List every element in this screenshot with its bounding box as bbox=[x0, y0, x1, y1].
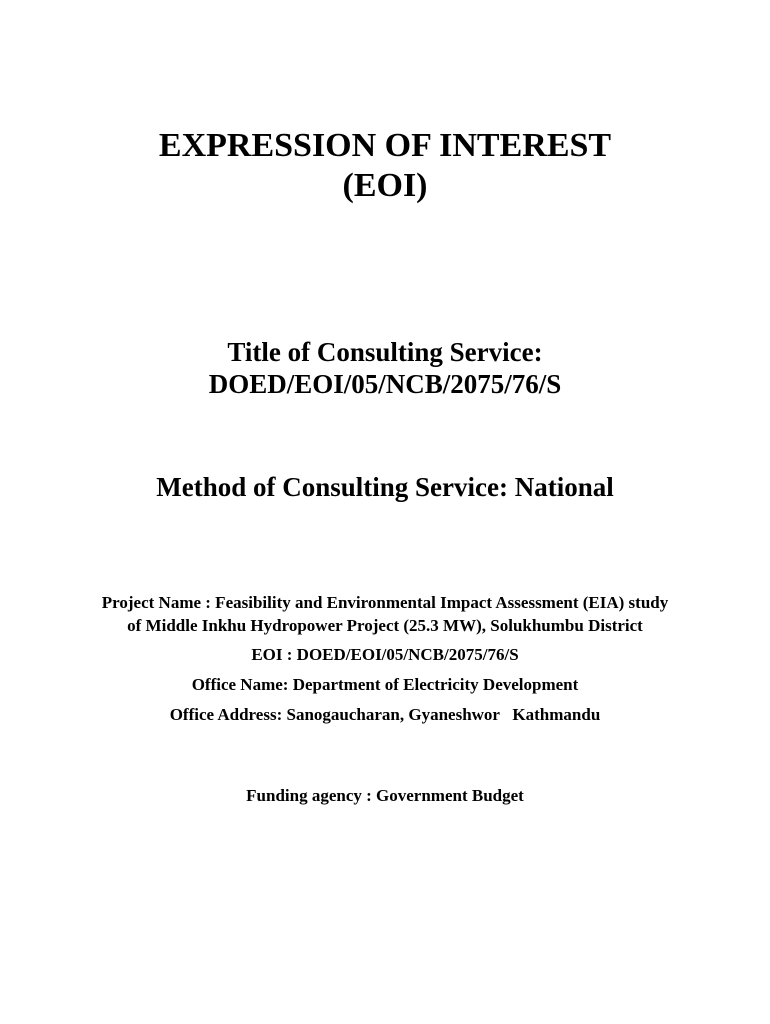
service-title-reference: DOED/EOI/05/NCB/2075/76/S bbox=[208, 369, 562, 399]
office-name: Office Name: Department of Electricity Development bbox=[191, 675, 579, 694]
project-name-line1: Project Name : Feasibility and Environmental Impact Assessment (EIA) study bbox=[101, 593, 669, 612]
project-name-line2: of Middle Inkhu Hydropower Project (25.3 MW), Solukhumbu District bbox=[127, 616, 643, 635]
document-title-line1: EXPRESSION OF INTEREST bbox=[158, 127, 612, 164]
eoi-reference: EOI : DOED/EOI/05/NCB/2075/76/S bbox=[251, 645, 519, 664]
service-title-label: Title of Consulting Service: bbox=[227, 337, 543, 367]
funding-agency: Funding agency : Government Budget bbox=[246, 786, 524, 805]
document-title-line2: (EOI) bbox=[342, 167, 428, 204]
office-address: Office Address: Sanogaucharan, Gyaneshwor Kathmandu bbox=[169, 705, 601, 724]
consulting-method: Method of Consulting Service: National bbox=[156, 472, 614, 502]
